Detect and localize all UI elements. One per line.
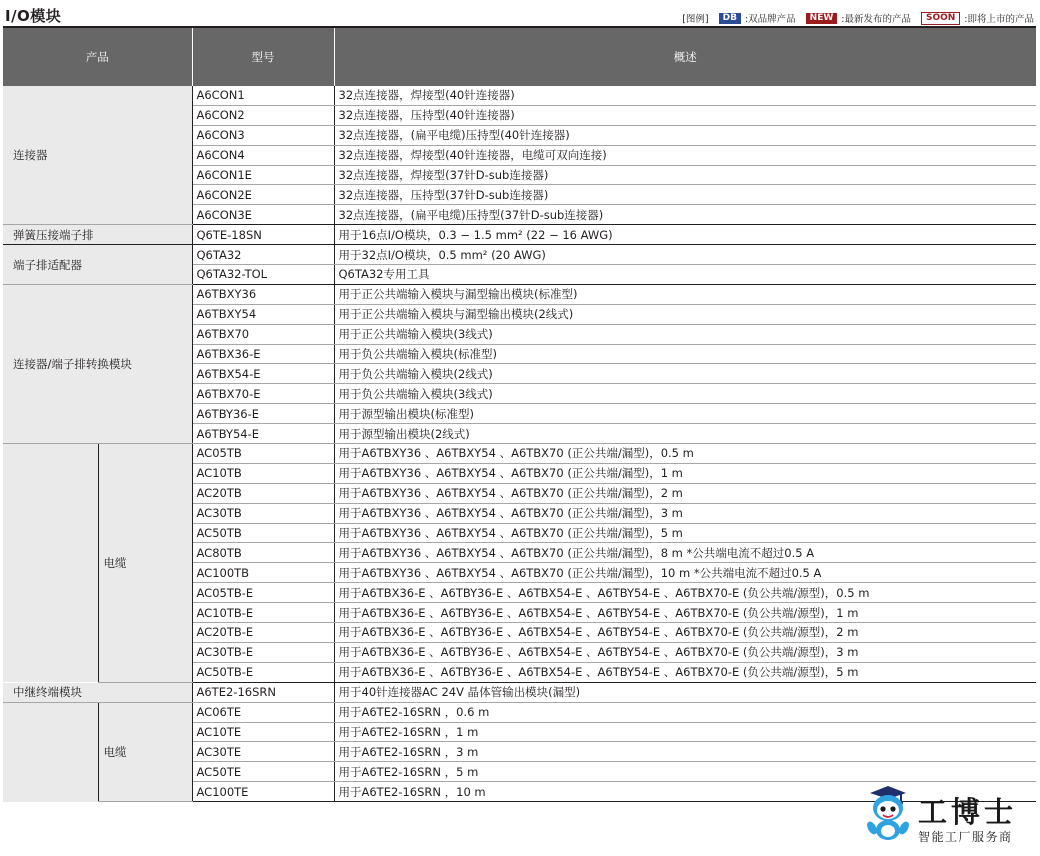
model-cell: AC20TB-E xyxy=(192,623,334,643)
model-cell: AC06TE xyxy=(192,702,334,722)
model-cell: A6TBY36-E xyxy=(192,404,334,424)
model-cell: AC10TE xyxy=(192,722,334,742)
model-cell: AC50TB xyxy=(192,523,334,543)
header-overview: 概述 xyxy=(334,28,1036,86)
product-cell: 中继终端模块 xyxy=(3,682,192,702)
legend-intro: [图例] xyxy=(682,14,709,25)
page-title: I/O模块 xyxy=(5,7,62,25)
model-cell: A6TBX70 xyxy=(192,324,334,344)
description-cell: 用于A6TE2-16SRN ，10 m xyxy=(334,782,1036,802)
model-cell: AC10TB xyxy=(192,463,334,483)
table-row xyxy=(3,444,1036,464)
description-cell: 用于正公共端输入模块与漏型输出模块(标准型) xyxy=(334,284,1036,304)
description-cell: Q6TA32专用工具 xyxy=(334,265,1036,285)
model-cell: AC80TB xyxy=(192,543,334,563)
description-cell: 32点连接器，(扁平电缆)压持型(40针连接器) xyxy=(334,125,1036,145)
description-cell: 用于A6TE2-16SRN ，1 m xyxy=(334,722,1036,742)
description-cell: 用于A6TBX36-E 、A6TBY36-E 、A6TBX54-E 、A6TBY54-E 、A6TBX70-E (负公共端/源型)，0.5 m xyxy=(334,583,1036,603)
brand-subtitle: 智能工厂服务商 xyxy=(918,830,1013,844)
description-cell: 用于A6TBXY36 、A6TBXY54 、A6TBX70 (正公共端/漏型)，3 m xyxy=(334,503,1036,523)
description-cell: 用于负公共端输入模块(2线式) xyxy=(334,364,1036,384)
brand-name: 工博士 xyxy=(918,795,1018,829)
model-cell: A6CON1E xyxy=(192,165,334,185)
model-cell: A6TBX36-E xyxy=(192,344,334,364)
description-cell: 用于正公共端输入模块(3线式) xyxy=(334,324,1036,344)
model-cell: AC30TB-E xyxy=(192,642,334,662)
soon-legend-text: :即将上市的产品 xyxy=(964,14,1034,25)
table-row xyxy=(3,245,1036,265)
description-cell: 用于A6TE2-16SRN ，3 m xyxy=(334,742,1036,762)
description-cell: 32点连接器，焊接型(40针连接器，电缆可双向连接) xyxy=(334,145,1036,165)
new-legend-text: :最新发布的产品 xyxy=(841,14,911,25)
product-cell: 弹簧压接端子排 xyxy=(3,225,192,245)
description-cell: 32点连接器，焊接型(40针连接器) xyxy=(334,86,1036,105)
brand-logo xyxy=(860,784,1030,848)
model-cell: A6TBX54-E xyxy=(192,364,334,384)
model-cell: Q6TA32 xyxy=(192,245,334,265)
table-header-row xyxy=(3,28,1036,86)
model-cell: AC05TB xyxy=(192,444,334,464)
table-row xyxy=(3,682,1036,702)
description-cell: 32点连接器，(扁平电缆)压持型(37针D-sub连接器) xyxy=(334,205,1036,225)
description-cell: 用于A6TBXY36 、A6TBXY54 、A6TBX70 (正公共端/漏型)，1 m xyxy=(334,463,1036,483)
description-cell: 用于负公共端输入模块(3线式) xyxy=(334,384,1036,404)
description-cell: 用于A6TE2-16SRN ，0.6 m xyxy=(334,702,1036,722)
model-cell: AC20TB xyxy=(192,483,334,503)
model-cell: AC50TE xyxy=(192,762,334,782)
table-row xyxy=(3,86,1036,105)
product-cell: 连接器/端子排转换模块 xyxy=(3,284,192,443)
description-cell: 用于A6TBX36-E 、A6TBY36-E 、A6TBX54-E 、A6TBY54-E 、A6TBX70-E (负公共端/源型)，3 m xyxy=(334,642,1036,662)
description-cell: 用于A6TBXY36 、A6TBXY54 、A6TBX70 (正公共端/漏型)，2 m xyxy=(334,483,1036,503)
db-badge: DB xyxy=(719,13,741,24)
model-cell: A6CON3 xyxy=(192,125,334,145)
description-cell: 用于16点I/O模块，0.3 − 1.5 mm² (22 − 16 AWG) xyxy=(334,225,1036,245)
table-body xyxy=(3,86,1036,802)
model-cell: Q6TE-18SN xyxy=(192,225,334,245)
product-cell: 端子排适配器 xyxy=(3,245,192,285)
product-cell: 连接器 xyxy=(3,86,192,225)
table-row xyxy=(3,702,1036,722)
model-cell: AC100TB xyxy=(192,563,334,583)
model-cell: AC05TB-E xyxy=(192,583,334,603)
model-cell: A6TBX70-E xyxy=(192,384,334,404)
description-cell: 32点连接器，压持型(40针连接器) xyxy=(334,105,1036,125)
description-cell: 用于A6TBXY36 、A6TBXY54 、A6TBX70 (正公共端/漏型)，8 m *公共端电流不超过0.5 A xyxy=(334,543,1036,563)
model-cell: A6CON2 xyxy=(192,105,334,125)
model-cell: AC100TE xyxy=(192,782,334,802)
description-cell: 用于A6TBXY36 、A6TBXY54 、A6TBX70 (正公共端/漏型)，10 m *公共端电流不超过0.5 A xyxy=(334,563,1036,583)
description-cell: 用于A6TBXY36 、A6TBXY54 、A6TBX70 (正公共端/漏型)，0.5 m xyxy=(334,444,1036,464)
model-cell: Q6TA32-TOL xyxy=(192,265,334,285)
model-cell: A6TE2-16SRN xyxy=(192,682,334,702)
model-cell: A6CON1 xyxy=(192,86,334,105)
header-model: 型号 xyxy=(192,28,334,86)
model-cell: AC10TB-E xyxy=(192,603,334,623)
description-cell: 用于源型输出模块(标准型) xyxy=(334,404,1036,424)
sub-product-cell: 电缆 xyxy=(98,444,192,683)
model-cell: A6TBXY36 xyxy=(192,284,334,304)
model-cell: A6CON4 xyxy=(192,145,334,165)
model-cell: A6TBY54-E xyxy=(192,424,334,444)
description-cell: 用于A6TBX36-E 、A6TBY36-E 、A6TBX54-E 、A6TBY54-E 、A6TBX70-E (负公共端/源型)，5 m xyxy=(334,662,1036,682)
model-cell: A6CON3E xyxy=(192,205,334,225)
model-cell: AC30TB xyxy=(192,503,334,523)
new-badge: NEW xyxy=(806,13,838,24)
model-cell: AC50TB-E xyxy=(192,662,334,682)
description-cell: 用于A6TBX36-E 、A6TBY36-E 、A6TBX54-E 、A6TBY54-E 、A6TBX70-E (负公共端/源型)，1 m xyxy=(334,603,1036,623)
model-cell: AC30TE xyxy=(192,742,334,762)
description-cell: 用于A6TBX36-E 、A6TBY36-E 、A6TBX54-E 、A6TBY54-E 、A6TBX70-E (负公共端/源型)，2 m xyxy=(334,623,1036,643)
model-cell: A6CON2E xyxy=(192,185,334,205)
description-cell: 用于A6TE2-16SRN ，5 m xyxy=(334,762,1036,782)
description-cell: 32点连接器，焊接型(37针D-sub连接器) xyxy=(334,165,1036,185)
db-legend-text: :双品牌产品 xyxy=(744,14,796,25)
sub-product-cell: 电缆 xyxy=(98,702,192,801)
description-cell: 用于源型输出模块(2线式) xyxy=(334,424,1036,444)
description-cell: 用于40针连接器AC 24V 晶体管输出模块(漏型) xyxy=(334,682,1036,702)
soon-badge: SOON xyxy=(921,12,960,25)
io-module-table xyxy=(3,28,1036,802)
indent-cell xyxy=(3,444,98,683)
indent-cell xyxy=(3,702,98,801)
description-cell: 用于正公共端输入模块与漏型输出模块(2线式) xyxy=(334,304,1036,324)
description-cell: 用于32点I/O模块，0.5 mm² (20 AWG) xyxy=(334,245,1036,265)
robot-mascot-icon xyxy=(860,784,914,844)
description-cell: 32点连接器，压持型(37针D-sub连接器) xyxy=(334,185,1036,205)
model-cell: A6TBXY54 xyxy=(192,304,334,324)
header-product: 产品 xyxy=(3,28,192,86)
description-cell: 用于负公共端输入模块(标准型) xyxy=(334,344,1036,364)
legend xyxy=(682,11,1034,25)
table-row xyxy=(3,284,1036,304)
description-cell: 用于A6TBXY36 、A6TBXY54 、A6TBX70 (正公共端/漏型)，5 m xyxy=(334,523,1036,543)
table-row xyxy=(3,225,1036,245)
